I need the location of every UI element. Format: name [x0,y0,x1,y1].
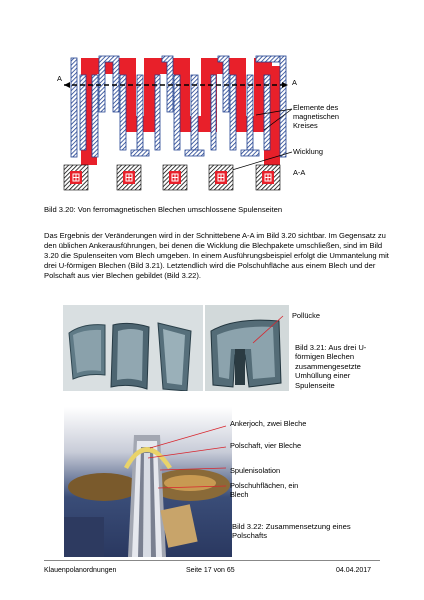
section-label-right: A [292,78,297,87]
footer-date: 04.04.2017 [336,567,372,574]
caption-3-22: Bild 3.22: Zusammensetzung eines Polschafts [232,522,351,541]
footer-divider [44,560,380,561]
caption-3-20: Bild 3.20: Von ferromagnetischen Blechen umschlossene Spulenseiten [44,205,283,214]
label-coil-insulation: Spulenisolation [230,466,281,475]
footer-page-number: Seite 17 von 65 [186,567,235,574]
caption-3-21: Bild 3.21: Aus drei U-förmigen Blechen zusammengesetzte Umhüllung einer Spulenseite [295,343,367,390]
label-section-aa: A-A [293,168,306,177]
label-pole-shaft: Polschaft, vier Bleche [230,441,302,450]
section-label-left: A [57,74,62,83]
label-pole-gap: Pollücke [292,311,320,320]
footer-title: Klauenpolanordnungen [44,567,117,574]
label-winding: Wicklung [293,147,323,156]
label-pole-shoe: Polschuhflächen, ein Blech [230,481,299,499]
body-paragraph: Das Ergebnis der Veränderungen wird in der Schnittebene A-A im Bild 3.20 sichtbar. Im Gegensatz zu den üblichen Ankerausführungen, bei denen die Wicklung die Blechpakete umschließen, sind im Bild 3.20 die Spulenseiten vom Blech umgeben. In einem Ausführungsbeispiel erfolgt die Ummantelung mit drei U-förmigen Blechen (Bild 3.21). Letztendlich wird die Polschuhfläche aus einem Blech und der Polschaft aus vier Blechen gebildet (Bild 3.22). [44,231,389,280]
label-armature-yoke: Ankerjoch, zwei Bleche [230,419,307,428]
label-magnetic-elements: Elemente des magnetischen Kreises [293,103,340,130]
